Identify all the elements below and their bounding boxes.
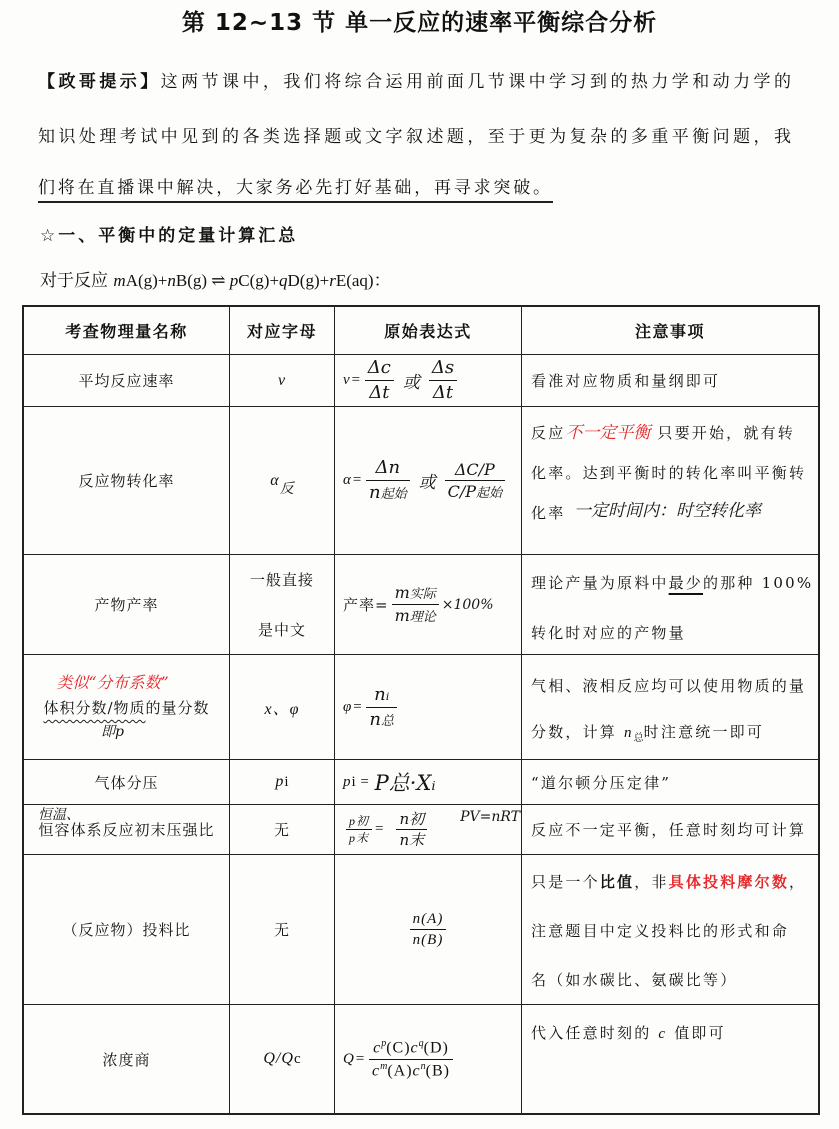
note-line: 转化时对应的产物量 (531, 624, 686, 642)
equals-sign: = (355, 773, 375, 790)
exponent: q (418, 1037, 424, 1049)
row-rate-expression (335, 355, 522, 407)
denominator-label: 理论 (409, 610, 436, 625)
species-b: B(g) ⇌ (175, 271, 230, 290)
fraction-denominator (445, 481, 505, 502)
intro-line-2: 知识处理考试中见到的各类选择题或文字叙述题，至于更为复杂的多重平衡问题，我 (38, 127, 792, 147)
fraction-denominator: Δt (369, 382, 390, 403)
row-rate-symbol-cell (230, 355, 335, 407)
row-fraction-expression (335, 655, 522, 760)
note-variable: n (623, 725, 634, 741)
note-line: 气相、液相反应均可以使用物质的量 (531, 677, 807, 695)
row-conversion-symbol-cell (230, 407, 335, 555)
row-partial-pressure-symbol: p (275, 773, 285, 790)
denominator-label: 起始 (380, 487, 407, 502)
handwritten-red-note: 不一定平衡 (565, 423, 651, 443)
denominator-variable: n (369, 482, 381, 503)
note-subscript: 总 (633, 733, 644, 744)
species: (B) (425, 1061, 450, 1079)
row-pressure-ratio-expression (335, 805, 522, 855)
species: (D) (423, 1039, 449, 1057)
note-line: 化率 (531, 504, 566, 522)
intro-line-3: 们将在直播课中解决，大家务必先打好基础，再寻求突破。 (38, 175, 553, 203)
coef-m: m (113, 271, 126, 290)
row-feed-ratio-expression (335, 855, 522, 1005)
handwritten-fraction (366, 457, 410, 503)
row-conversion-notes (522, 407, 820, 555)
row-conversion-symbol: α (270, 471, 280, 489)
expression-lhs: φ= (343, 698, 364, 715)
note-variable: c (658, 1026, 668, 1042)
species-e: E(aq)： (335, 271, 391, 290)
printed-fraction (410, 910, 447, 949)
species-c: C(g)+ (238, 271, 280, 290)
row-fraction-symbol-cell (230, 655, 335, 760)
equals-sign: = (375, 821, 385, 837)
row-quotient-symbol: Q/Q (263, 1050, 294, 1067)
numerator-label: 实际 (409, 587, 436, 603)
fraction-numerator (369, 1038, 453, 1060)
denominator-variable: m (394, 606, 410, 625)
note-text: 的那种 100% (703, 574, 814, 592)
note-line: “道尔顿分压定律” (531, 773, 672, 792)
note-text: ， (789, 873, 807, 891)
handwritten-or: 或 (418, 473, 436, 493)
row-pressure-ratio-notes (522, 805, 820, 855)
expression-lhs: p (343, 773, 352, 790)
fraction-denominator: Δt (432, 382, 454, 403)
intro-tag: 【政哥提示】 (38, 72, 161, 92)
fraction-numerator (392, 583, 439, 605)
note-line (531, 709, 818, 762)
note-line (531, 558, 818, 608)
header-notes: 注意事项 (522, 305, 820, 355)
wavy-underlined-text: 体积分数/物质 (43, 699, 146, 717)
expression-lhs: α= (343, 472, 363, 488)
conc-symbol: c (410, 1039, 419, 1057)
fraction-denominator (392, 605, 439, 626)
printed-fraction (346, 814, 372, 846)
note-line (531, 1015, 818, 1052)
note-line: 反应不一定平衡，任意时刻均可计算 (531, 821, 807, 839)
note-text: 反应 (531, 424, 566, 442)
fraction-numerator: p初 (346, 814, 372, 830)
conc-symbol: c (373, 1039, 382, 1057)
fraction-numerator: nᵢ (366, 684, 397, 708)
handwritten-note: 一定时间内：时空转化率 (574, 501, 761, 521)
row-quotient-notes (522, 1005, 820, 1115)
row-quotient-symbol-cell (230, 1005, 335, 1115)
fraction-denominator: p末 (349, 831, 370, 845)
conc-symbol: c (412, 1061, 421, 1079)
species: (C) (386, 1039, 411, 1057)
row-rate-notes (522, 355, 820, 407)
species-d: D(g)+ (287, 271, 330, 290)
underlined-text: 最少 (668, 574, 704, 592)
species: (A) (387, 1061, 413, 1079)
row-fraction-name (43, 695, 209, 721)
expression-lhs: Q= (343, 1050, 366, 1067)
row-rate-symbol: v (277, 371, 287, 389)
page-title: 第 12~13 节 单一反应的速率平衡综合分析 (181, 10, 658, 36)
note-line (531, 413, 818, 453)
reaction-prefix: 对于反应 (40, 271, 114, 291)
exponent: p (381, 1037, 387, 1049)
row-quotient-name: 浓度商 (22, 1005, 230, 1115)
header-expression: 原始表达式 (335, 305, 522, 355)
fraction-numerator: Δc (365, 357, 394, 381)
note-line (531, 858, 818, 907)
note-text: 只要开始，就有转 (650, 424, 795, 442)
row-partial-pressure-name: 气体分压 (22, 760, 230, 805)
coef-n: n (167, 271, 176, 290)
name-text: 的量分数 (145, 699, 210, 717)
row-quotient-expression (335, 1005, 522, 1115)
reaction-equation-line (40, 268, 391, 294)
section-heading: ☆一、平衡中的定量计算汇总 (40, 226, 299, 246)
row-yield-notes (522, 555, 820, 655)
note-line: 化率。达到平衡时的转化率叫平衡转 (531, 464, 807, 482)
symbol-subscript: i (284, 773, 289, 790)
handwritten-red-note: 类似“分布系数” (56, 673, 169, 692)
coef-q: q (279, 271, 288, 290)
row-partial-pressure-expression (335, 760, 522, 805)
conc-symbol: c (371, 1061, 381, 1079)
row-yield-name: 产物产率 (22, 555, 230, 655)
row-conversion-name: 反应物转化率 (22, 407, 230, 555)
fraction-numerator: n(A) (410, 910, 447, 930)
row-rate-name: 平均反应速率 (22, 355, 230, 407)
printed-fraction (369, 1038, 453, 1080)
fraction-denominator (366, 708, 397, 731)
note-text: ，非 (634, 873, 669, 891)
handwritten-fraction (392, 583, 439, 625)
summary-table (22, 305, 820, 1115)
header-symbol: 对应字母 (230, 305, 335, 355)
fraction-denominator (366, 481, 410, 504)
handwritten-or: 或 (402, 373, 420, 393)
row-partial-pressure-notes (522, 760, 820, 805)
intro-line-1 (38, 69, 792, 95)
symbol-line: 是中文 (257, 620, 306, 639)
fraction-denominator: n末 (399, 831, 425, 849)
fraction-numerator: Δs (429, 357, 457, 381)
row-pressure-ratio-symbol: 无 (230, 805, 335, 855)
handwritten-prefix: 恒温、 (38, 807, 80, 823)
coef-p: p (229, 271, 239, 290)
row-feed-ratio-symbol: 无 (230, 855, 335, 1005)
row-fraction-name-cell (22, 655, 230, 760)
row-fraction-notes (522, 655, 820, 760)
header-quantity-name: 考查物理量名称 (22, 305, 230, 355)
note-text: 理论产量为原料中 (531, 574, 669, 592)
intro-line-1-text: 这两节课中，我们将综合运用前面几节课中学习到的热力学和动力学的 (160, 72, 792, 92)
denominator-variable: n (369, 708, 382, 730)
note-text: 只是一个 (531, 873, 600, 891)
fraction-numerator: n初 (396, 810, 427, 830)
handwritten-percent: ×100% (441, 596, 494, 613)
fraction-numerator: ΔC/P (445, 460, 505, 481)
note-line: 看准对应物质和量纲即可 (531, 372, 721, 390)
expression-subscript: i (351, 773, 356, 790)
expression-lhs: 产率= (343, 596, 389, 614)
handwritten-expression: P总·Xᵢ (374, 771, 436, 795)
note-text: 时注意统一即可 (643, 723, 765, 741)
fraction-denominator: n(B) (412, 932, 444, 948)
row-feed-ratio-notes (522, 855, 820, 1005)
species-a: A(g)+ (125, 271, 168, 290)
symbol-line: 一般直接 (249, 570, 314, 589)
handwritten-fraction (429, 357, 457, 403)
row-conversion-expression (335, 407, 522, 555)
reaction-equation (113, 271, 390, 290)
handwritten-fraction (396, 810, 427, 849)
red-bold-text: 具体投料摩尔数 (668, 873, 790, 891)
expression-lhs: v= (343, 372, 362, 388)
exponent: n (420, 1060, 426, 1072)
handwritten-fraction (445, 460, 505, 502)
note-text: 值即可 (667, 1024, 726, 1042)
fraction-numerator: Δn (366, 457, 410, 481)
denominator-label: 总 (381, 713, 395, 729)
numerator-variable: m (394, 583, 410, 603)
denominator-label: 起始 (476, 485, 503, 501)
coef-r: r (329, 271, 336, 290)
row-yield-symbol-cell (230, 555, 335, 655)
handwritten-ideal-gas-law: PV=nRT (460, 809, 520, 825)
exponent: m (380, 1060, 388, 1072)
note-line: 注意题目中定义投料比的形式和命 (531, 922, 790, 940)
row-pressure-ratio-name: 恒容体系反应初末压强比 (38, 821, 215, 839)
fraction-denominator (369, 1060, 453, 1081)
handwritten-note: 即p (101, 724, 124, 740)
bold-text: 比值 (599, 873, 635, 891)
handwritten-fraction (366, 684, 397, 730)
row-yield-expression (335, 555, 522, 655)
row-feed-ratio-name: （反应物）投料比 (22, 855, 230, 1005)
note-text: 代入任意时刻的 (531, 1024, 659, 1042)
handwritten-fraction (365, 357, 394, 403)
row-pressure-ratio-name-cell (22, 805, 230, 855)
denominator-variable: C/P (447, 481, 477, 501)
note-line: 名（如水碳比、氨碳比等） (531, 971, 738, 989)
row-partial-pressure-symbol-cell (230, 760, 335, 805)
note-text: 分数，计算 (531, 723, 624, 741)
row-fraction-symbol: x、φ (264, 700, 300, 718)
symbol-subscript: c (293, 1050, 301, 1067)
handwritten-subscript: 反 (279, 480, 294, 497)
